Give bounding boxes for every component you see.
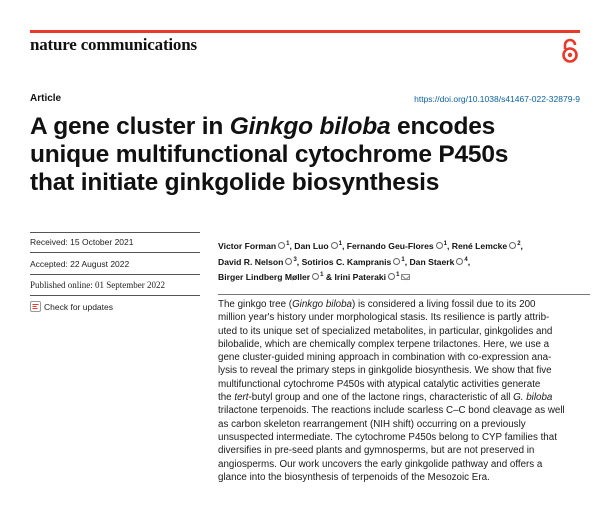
author-name[interactable]: Birger Lindberg Møller: [218, 272, 311, 283]
abstract-line: [218, 391, 598, 404]
abstract-text: ) is considered a living fossil due to its 200: [351, 299, 536, 310]
abstract-text: million year's history under morphological stasis. Its resilience is partly attrib-: [218, 312, 550, 324]
author-affiliation: 3: [293, 256, 297, 263]
abstract-text: unsuspected intermediate. The cytochrome P450s belong to CYP families that: [218, 431, 557, 443]
orcid-icon[interactable]: [436, 242, 443, 249]
abstract-line: [218, 325, 598, 338]
abstract-text: -butyl group and one of the lactone rings, characteristic of all: [248, 392, 514, 404]
author-affiliation: 1: [401, 256, 405, 263]
abstract-line: [218, 431, 598, 444]
author-affiliation: 1: [443, 241, 447, 247]
author-separator: ,: [446, 241, 452, 251]
author-separator: &: [323, 272, 335, 283]
abstract-line: [218, 311, 598, 324]
date-divider-2: [30, 252, 200, 253]
author-affiliation: 1: [396, 272, 400, 279]
orcid-icon[interactable]: [393, 258, 400, 265]
author-affiliation: 1: [338, 241, 342, 247]
doi-link[interactable]: https://doi.org/10.1038/s41467-022-32879-9: [414, 94, 580, 104]
orcid-icon[interactable]: [278, 242, 285, 249]
author-name[interactable]: David R. Nelson: [218, 256, 284, 267]
abstract-divider: [218, 294, 590, 295]
author-name[interactable]: Dan Staerk: [409, 256, 455, 267]
received-date: Received: 15 October 2021: [30, 237, 134, 247]
check-updates-icon: [30, 301, 41, 312]
abstract-text: lysis to reveal the primary steps in ginkgolide biosynthesis. We show that five: [218, 365, 552, 377]
abstract-text: as carbon skeleton rearrangement (NIH shift) occurring on a previously: [218, 418, 526, 430]
author-affiliation: 4: [464, 256, 468, 263]
title-line: [30, 169, 590, 197]
author-line: [218, 238, 598, 254]
accepted-date: Accepted: 22 August 2022: [30, 259, 130, 269]
author-name[interactable]: Victor Forman: [218, 241, 277, 251]
article-title: [30, 113, 590, 197]
check-updates-label: Check for updates: [44, 301, 113, 312]
author-affiliation: 1: [320, 272, 324, 279]
title-text: unique multifunctional cytochrome P450s: [30, 141, 509, 168]
date-divider-1: [30, 232, 200, 233]
abstract-line: [218, 298, 598, 311]
article-type-label: Article: [30, 93, 62, 104]
orcid-icon[interactable]: [312, 273, 319, 280]
journal-name[interactable]: nature communications: [30, 35, 197, 54]
published-date: Published online: 01 September 2022: [30, 280, 165, 290]
journal-accent-bar: [30, 30, 580, 33]
author-line: [218, 254, 598, 270]
abstract-line: [218, 471, 598, 484]
date-divider-4: [30, 295, 200, 296]
author-line: [218, 269, 598, 285]
author-list: [218, 238, 598, 285]
abstract-text: tert: [234, 392, 249, 404]
abstract-line: [218, 351, 598, 364]
author-affiliation: 2: [517, 241, 521, 247]
abstract-line: [218, 338, 598, 351]
orcid-icon[interactable]: [331, 242, 338, 249]
abstract-text: angiosperms. Our work uncovers the early ginkgolide pathway and offers a: [218, 458, 543, 470]
author-separator: ,: [467, 256, 471, 267]
title-text: that initiate ginkgolide biosynthesis: [30, 169, 440, 196]
abstract-text: bilobalide, which are chemically complex terpene trilactones. Here, we use a: [218, 338, 550, 350]
abstract-text: trilactone terpenoids. The reactions include scarless C–C bond cleavage as well: [218, 405, 565, 417]
author-name[interactable]: Dan Luo: [294, 241, 329, 251]
author-name[interactable]: Fernando Geu-Flores: [346, 241, 434, 251]
orcid-icon[interactable]: [456, 258, 463, 265]
abstract-text: diversifies in pre-seed plants and gymnosperms, but are not preserved in: [218, 445, 535, 457]
abstract-text: G. biloba: [513, 392, 553, 404]
title-text: A gene cluster in: [30, 113, 230, 140]
orcid-icon[interactable]: [509, 242, 516, 249]
abstract-line: [218, 458, 598, 471]
author-separator: ,: [520, 241, 523, 251]
author-name[interactable]: René Lemcke: [451, 241, 508, 251]
email-icon[interactable]: [401, 274, 410, 280]
abstract-line: [218, 378, 598, 391]
date-divider-3: [30, 274, 200, 275]
abstract-line: [218, 418, 598, 431]
open-access-icon[interactable]: [560, 38, 580, 64]
abstract: [218, 298, 598, 484]
author-separator: ,: [296, 256, 302, 267]
author-separator: ,: [289, 241, 295, 251]
abstract-text: gene cluster-guided mining approach in combination with co-expression ana-: [218, 352, 552, 364]
title-line: [30, 113, 590, 141]
author-separator: ,: [404, 256, 410, 267]
author-name[interactable]: Sotirios C. Kampranis: [301, 256, 392, 267]
abstract-text: The ginkgo tree (: [218, 299, 293, 310]
abstract-line: [218, 404, 598, 417]
check-for-updates-link[interactable]: [30, 301, 113, 312]
author-name[interactable]: Irini Pateraki: [334, 272, 387, 283]
orcid-icon[interactable]: [388, 273, 395, 280]
abstract-line: [218, 364, 598, 377]
abstract-text: uted to its unique set of specialized metabolites, in particular, ginkgolides and: [218, 325, 553, 337]
author-separator: ,: [341, 241, 347, 251]
abstract-text: multifunctional cytochrome P450s with atypical catalytic activities generate: [218, 378, 541, 390]
title-text: Ginkgo biloba: [229, 113, 391, 140]
abstract-text: the: [218, 392, 235, 404]
author-affiliation: 1: [286, 241, 290, 247]
orcid-icon[interactable]: [285, 258, 292, 265]
abstract-text: Ginkgo biloba: [292, 299, 352, 310]
abstract-line: [218, 444, 598, 457]
title-line: [30, 141, 590, 169]
title-text: encodes: [390, 113, 496, 140]
abstract-text: glance into the biosynthesis of terpenoids of the Mesozoic Era.: [218, 471, 490, 483]
